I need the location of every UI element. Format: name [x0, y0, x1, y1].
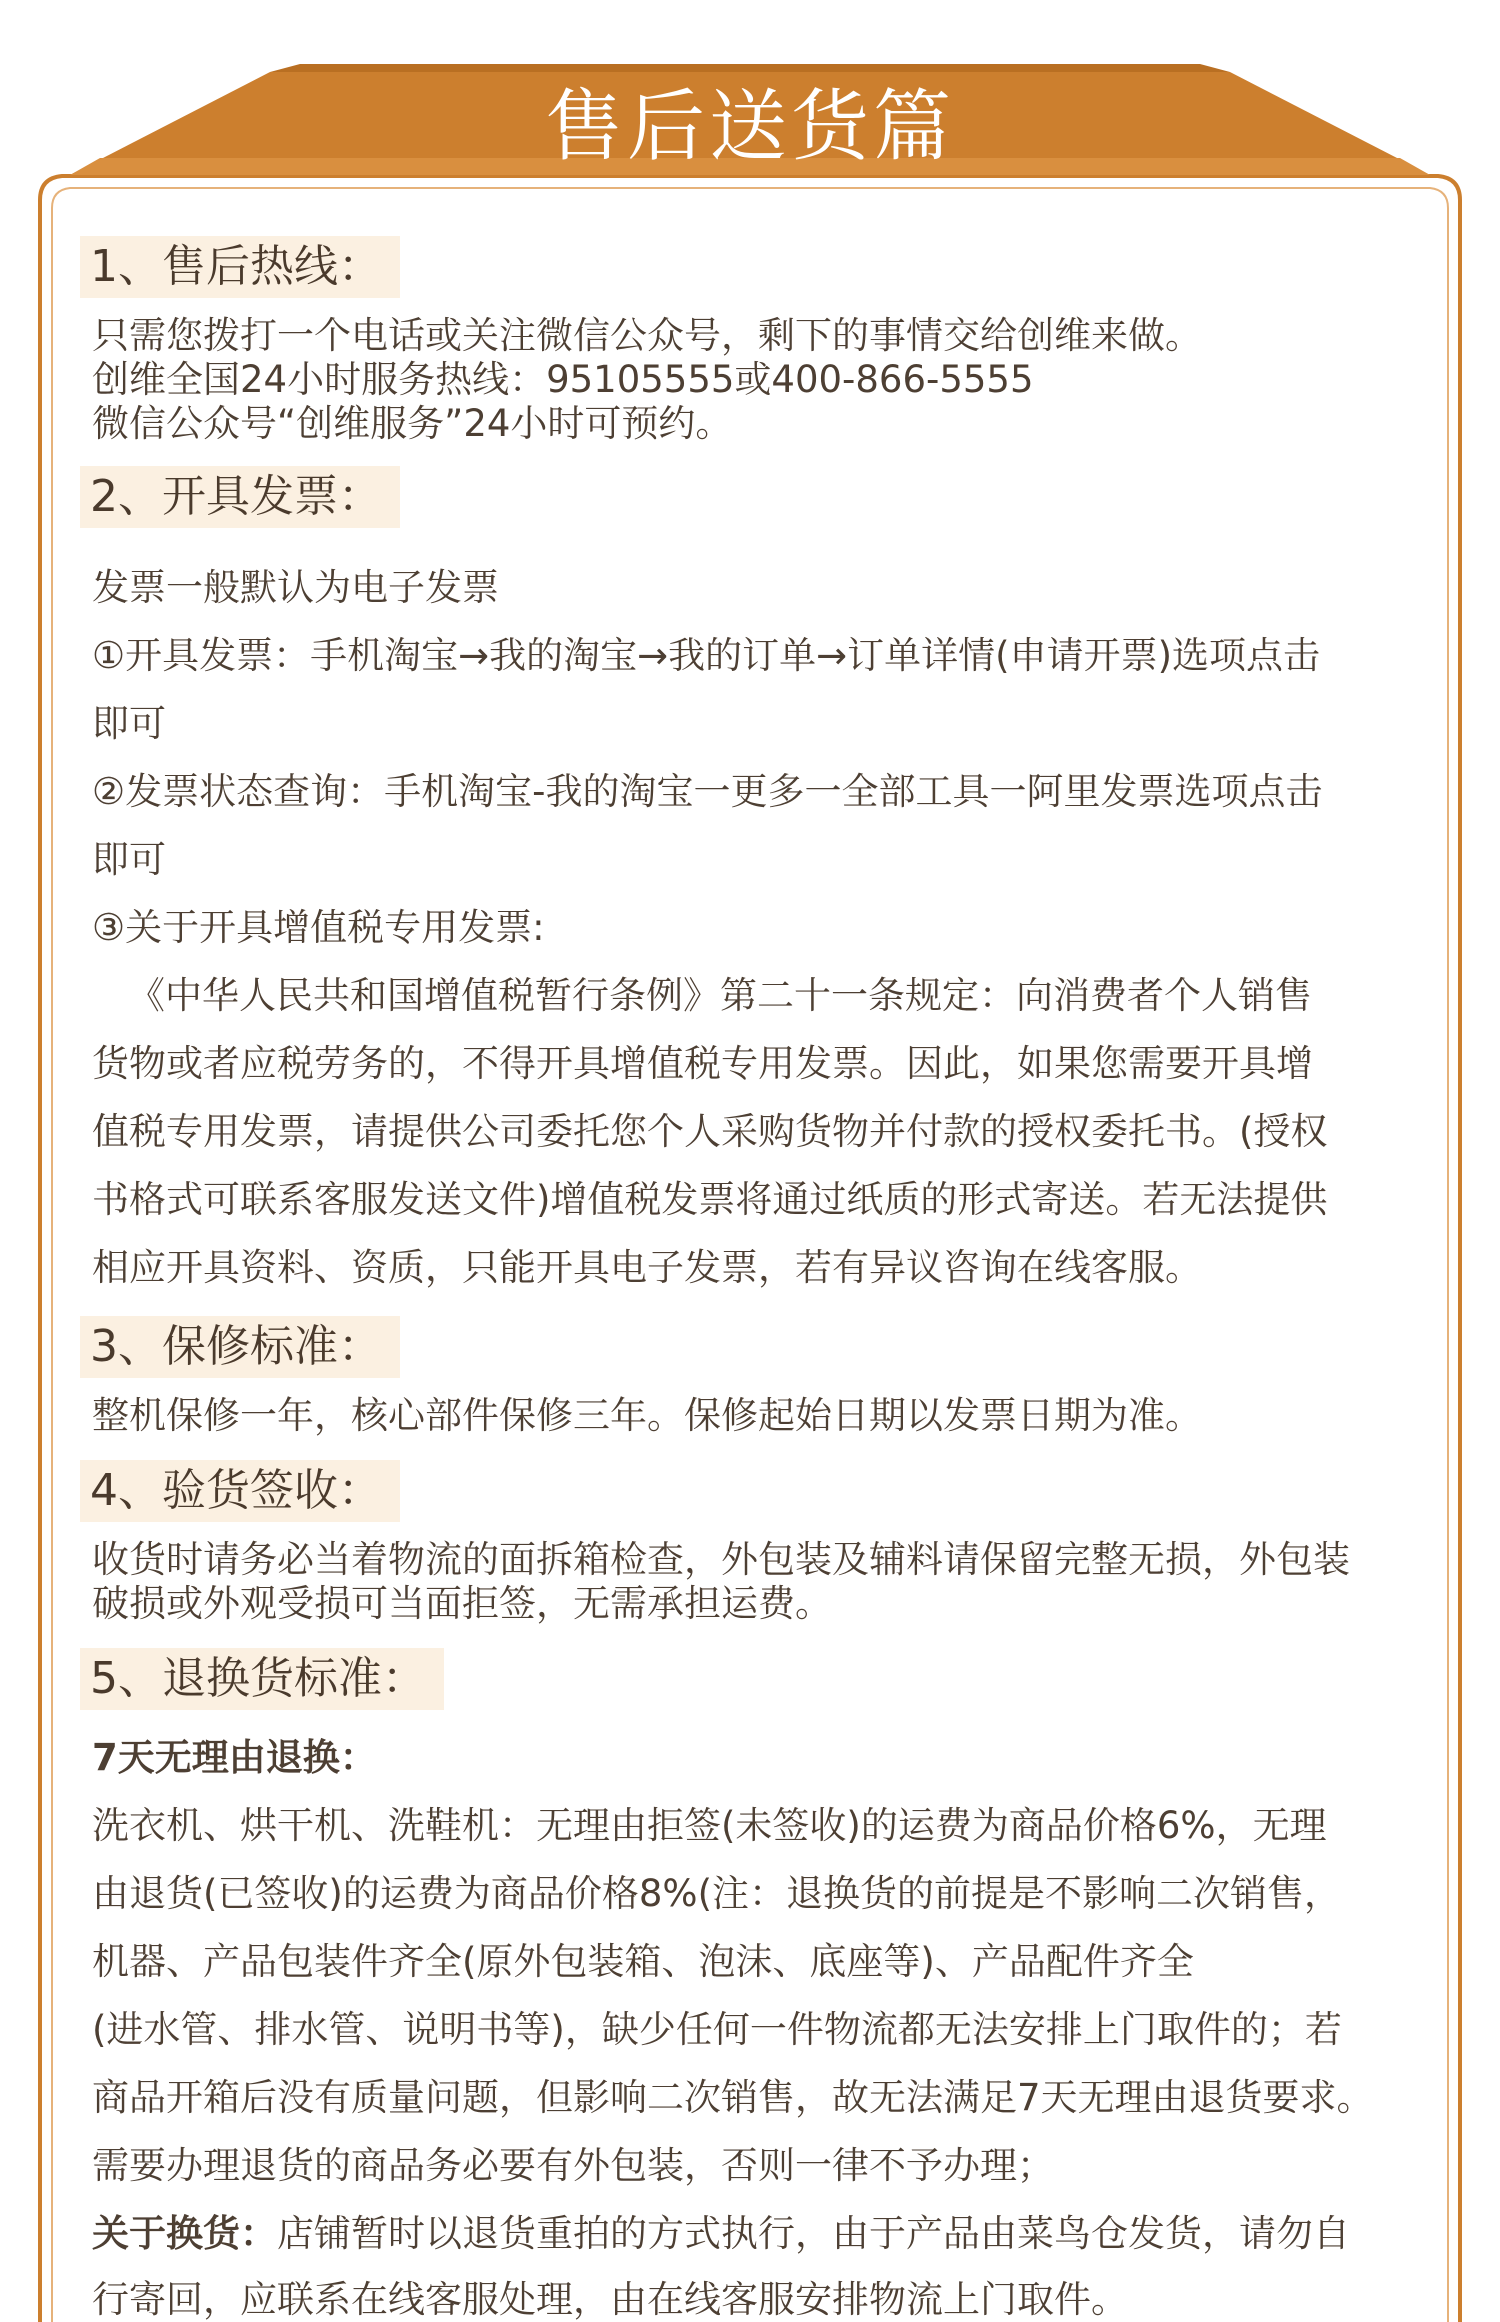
text-line: 需要办理退货的商品务必要有外包装，否则一律不予办理； [92, 2144, 1054, 2187]
text-line: ②发票状态查询：手机淘宝-我的淘宝一更多一全部工具一阿里发票选项点击 [92, 770, 1323, 813]
subheading-7-day-return: 7天无理由退换： [92, 1736, 377, 1779]
text-line: 相应开具资料、资质，只能开具电子发票，若有异议咨询在线客服。 [92, 1246, 1202, 1289]
text-line: 只需您拨打一个电话或关注微信公众号，剩下的事情交给创维来做。 [92, 314, 1202, 357]
section-heading-inspection: 4、验货签收： [80, 1460, 400, 1522]
text-line: 整机保修一年，核心部件保修三年。保修起始日期以发票日期为准。 [92, 1394, 1202, 1437]
section-heading-invoice: 2、开具发票： [80, 466, 400, 528]
text-line: 机器、产品包装件齐全(原外包装箱、泡沫、底座等)、产品配件齐全 [92, 1940, 1194, 1983]
text-line: 书格式可联系客服发送文件)增值税发票将通过纸质的形式寄送。若无法提供 [92, 1178, 1328, 1221]
exchange-text: 店铺暂时以退货重拍的方式执行，由于产品由菜鸟仓发货，请勿自 [277, 2212, 1350, 2255]
text-line: 《中华人民共和国增值税暂行条例》第二十一条规定：向消费者个人销售 [128, 974, 1312, 1017]
section-heading-returns: 5、退换货标准： [80, 1648, 444, 1710]
text-line: 即可 [92, 838, 166, 881]
text-line: 由退货(已签收)的运费为商品价格8%(注：退换货的前提是不影响二次销售， [92, 1872, 1342, 1915]
exchange-line [92, 2212, 1350, 2256]
text-line: ③关于开具增值税专用发票: [92, 906, 545, 949]
text-line: ①开具发票：手机淘宝→我的淘宝→我的订单→订单详情(申请开票)选项点击 [92, 634, 1321, 677]
section-heading-warranty: 3、保修标准： [80, 1316, 400, 1378]
text-line: 创维全国24小时服务热线：95105555或400-866-5555 [92, 358, 1034, 401]
exchange-label: 关于换货： [92, 2212, 277, 2255]
section-heading-hotline: 1、售后热线： [80, 236, 400, 298]
text-line: 发票一般默认为电子发票 [92, 566, 499, 609]
text-line: 货物或者应税劳务的，不得开具增值税专用发票。因此，如果您需要开具增 [92, 1042, 1313, 1085]
text-line: 即可 [92, 702, 166, 745]
text-line: 洗衣机、烘干机、洗鞋机：无理由拒签(未签收)的运费为商品价格6%，无理 [92, 1804, 1327, 1847]
text-line: 破损或外观受损可当面拒签，无需承担运费。 [92, 1582, 832, 1625]
text-line: 商品开箱后没有质量问题，但影响二次销售，故无法满足7天无理由退货要求。 [92, 2076, 1374, 2119]
text-line: 收货时请务必当着物流的面拆箱检查，外包装及辅料请保留完整无损，外包装 [92, 1538, 1350, 1581]
page-title: 售后送货篇 [544, 82, 955, 172]
text-line: 行寄回，应联系在线客服处理，由在线客服安排物流上门取件。 [92, 2278, 1128, 2321]
text-line: (进水管、排水管、说明书等)，缺少任何一件物流都无法安排上门取件的；若 [92, 2008, 1342, 2051]
text-line: 微信公众号“创维服务”24小时可预约。 [92, 402, 733, 445]
text-line: 值税专用发票，请提供公司委托您个人采购货物并付款的授权委托书。(授权 [92, 1110, 1328, 1153]
